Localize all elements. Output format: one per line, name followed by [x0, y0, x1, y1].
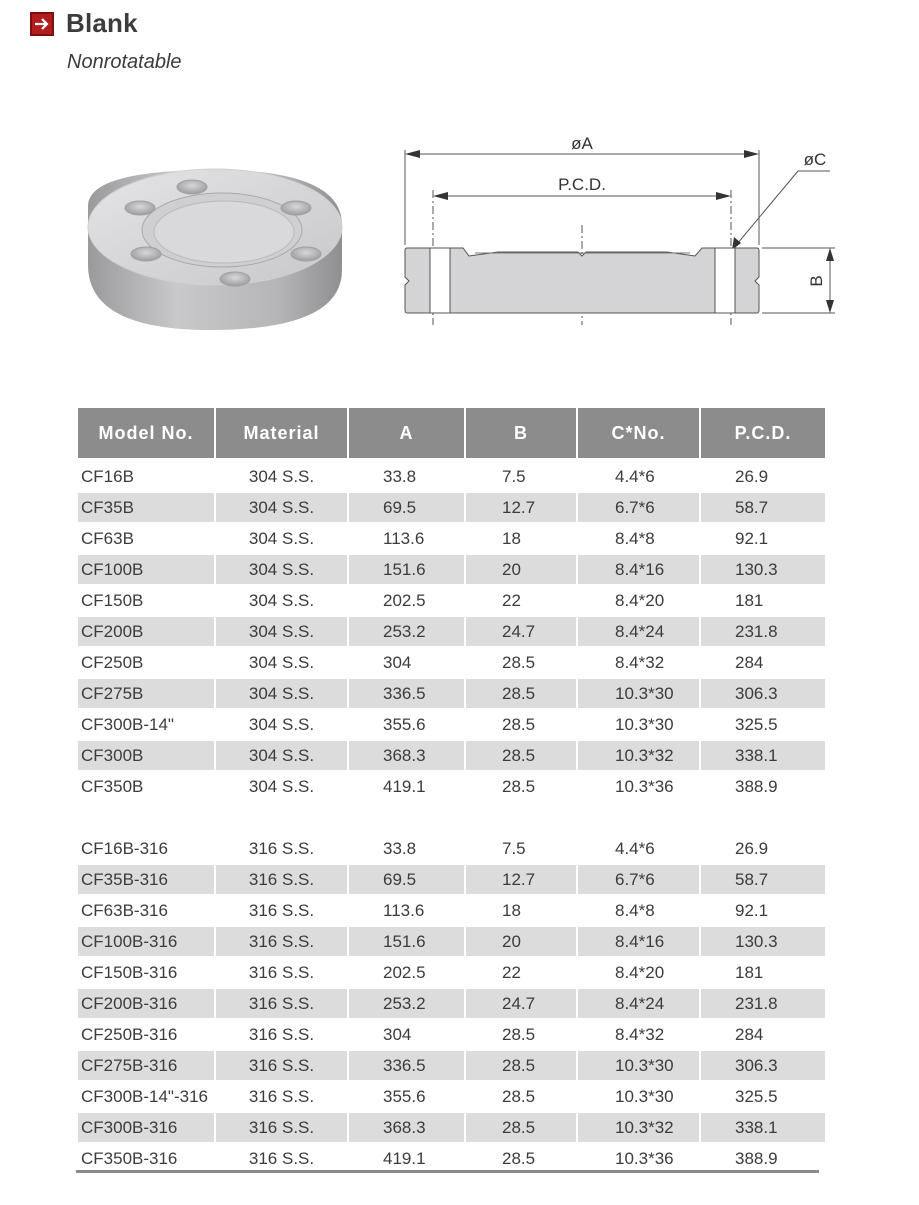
c-no-cell: 10.3*30	[578, 677, 699, 708]
table-bottom-rule	[76, 1170, 819, 1173]
table-row	[78, 1111, 825, 1142]
a-cell: 368.3	[349, 1111, 464, 1142]
model-cell: CF16B-316	[78, 832, 214, 863]
table-row	[78, 925, 825, 956]
model-cell: CF150B	[78, 584, 214, 615]
pcd-cell: 325.5	[701, 708, 825, 739]
diameter-c-label: øC	[803, 150, 827, 169]
pcd-label: P.C.D.	[558, 175, 606, 194]
c-no-cell: 8.4*20	[578, 584, 699, 615]
table-row	[78, 1080, 825, 1111]
pcd-cell: 388.9	[701, 770, 825, 801]
model-cell: CF150B-316	[78, 956, 214, 987]
c-no-cell: 10.3*32	[578, 1111, 699, 1142]
material-cell: 304 S.S.	[216, 553, 347, 584]
b-cell: 18	[466, 894, 576, 925]
c-no-cell: 10.3*30	[578, 1080, 699, 1111]
model-cell: CF350B	[78, 770, 214, 801]
col-header-model: Model No.	[78, 408, 214, 460]
table-row	[78, 832, 825, 863]
c-no-cell: 6.7*6	[578, 863, 699, 894]
page-title: Blank	[66, 8, 138, 38]
model-cell: CF300B-14"	[78, 708, 214, 739]
c-no-cell: 8.4*8	[578, 894, 699, 925]
pcd-cell: 306.3	[701, 677, 825, 708]
a-cell: 336.5	[349, 1049, 464, 1080]
b-cell: 18	[466, 522, 576, 553]
a-cell: 113.6	[349, 522, 464, 553]
c-no-cell: 10.3*36	[578, 1142, 699, 1173]
table-row	[78, 894, 825, 925]
material-cell: 304 S.S.	[216, 491, 347, 522]
b-cell: 7.5	[466, 832, 576, 863]
c-no-cell: 8.4*32	[578, 1018, 699, 1049]
table-row	[78, 1018, 825, 1049]
pcd-cell: 325.5	[701, 1080, 825, 1111]
pcd-cell: 284	[701, 646, 825, 677]
material-cell: 316 S.S.	[216, 1142, 347, 1173]
spacer-cell	[78, 801, 825, 832]
c-no-cell: 8.4*8	[578, 522, 699, 553]
pcd-cell: 284	[701, 1018, 825, 1049]
section-heading	[30, 8, 138, 39]
col-header-c-no: C*No.	[578, 408, 699, 460]
a-cell: 113.6	[349, 894, 464, 925]
model-cell: CF275B	[78, 677, 214, 708]
b-cell: 28.5	[466, 646, 576, 677]
model-cell: CF100B	[78, 553, 214, 584]
model-cell: CF35B	[78, 491, 214, 522]
b-cell: 28.5	[466, 677, 576, 708]
table-row	[78, 491, 825, 522]
c-no-cell: 8.4*24	[578, 987, 699, 1018]
model-cell: CF200B-316	[78, 987, 214, 1018]
material-cell: 304 S.S.	[216, 708, 347, 739]
pcd-cell: 306.3	[701, 1049, 825, 1080]
material-cell: 304 S.S.	[216, 522, 347, 553]
model-cell: CF250B-316	[78, 1018, 214, 1049]
table-row	[78, 677, 825, 708]
a-cell: 419.1	[349, 770, 464, 801]
b-cell: 12.7	[466, 491, 576, 522]
model-cell: CF275B-316	[78, 1049, 214, 1080]
a-cell: 336.5	[349, 677, 464, 708]
table-row	[78, 987, 825, 1018]
pcd-cell: 231.8	[701, 615, 825, 646]
material-cell: 316 S.S.	[216, 1111, 347, 1142]
model-cell: CF63B-316	[78, 894, 214, 925]
model-cell: CF35B-316	[78, 863, 214, 894]
b-cell: 28.5	[466, 770, 576, 801]
dimension-drawing	[390, 125, 860, 330]
b-cell: 24.7	[466, 987, 576, 1018]
a-cell: 355.6	[349, 1080, 464, 1111]
group-spacer	[78, 801, 825, 832]
material-cell: 316 S.S.	[216, 863, 347, 894]
a-cell: 368.3	[349, 739, 464, 770]
c-no-cell: 8.4*24	[578, 615, 699, 646]
pcd-cell: 92.1	[701, 894, 825, 925]
pcd-cell: 58.7	[701, 491, 825, 522]
table-row	[78, 770, 825, 801]
material-cell: 304 S.S.	[216, 646, 347, 677]
a-cell: 355.6	[349, 708, 464, 739]
a-cell: 151.6	[349, 925, 464, 956]
table-row	[78, 708, 825, 739]
pcd-cell: 181	[701, 584, 825, 615]
b-cell: 12.7	[466, 863, 576, 894]
material-cell: 316 S.S.	[216, 925, 347, 956]
material-cell: 316 S.S.	[216, 1080, 347, 1111]
c-no-cell: 8.4*16	[578, 925, 699, 956]
pcd-cell: 338.1	[701, 739, 825, 770]
pcd-cell: 26.9	[701, 460, 825, 491]
pcd-cell: 26.9	[701, 832, 825, 863]
material-cell: 316 S.S.	[216, 956, 347, 987]
material-cell: 304 S.S.	[216, 460, 347, 491]
table-row	[78, 615, 825, 646]
a-cell: 69.5	[349, 491, 464, 522]
c-no-cell: 8.4*16	[578, 553, 699, 584]
a-cell: 33.8	[349, 460, 464, 491]
c-no-cell: 4.4*6	[578, 832, 699, 863]
model-cell: CF100B-316	[78, 925, 214, 956]
model-cell: CF300B-14"-316	[78, 1080, 214, 1111]
material-cell: 316 S.S.	[216, 832, 347, 863]
material-cell: 304 S.S.	[216, 615, 347, 646]
a-cell: 419.1	[349, 1142, 464, 1173]
a-cell: 253.2	[349, 615, 464, 646]
material-cell: 316 S.S.	[216, 1018, 347, 1049]
table-row	[78, 646, 825, 677]
diameter-a-label: øA	[571, 134, 593, 153]
b-cell: 28.5	[466, 1111, 576, 1142]
page-subtitle: Nonrotatable	[67, 51, 182, 73]
b-cell: 24.7	[466, 615, 576, 646]
c-no-cell: 8.4*20	[578, 956, 699, 987]
pcd-cell: 92.1	[701, 522, 825, 553]
thickness-b-label: B	[807, 275, 826, 287]
model-cell: CF250B	[78, 646, 214, 677]
b-cell: 20	[466, 925, 576, 956]
c-no-cell: 6.7*6	[578, 491, 699, 522]
material-cell: 304 S.S.	[216, 770, 347, 801]
arrow-right-box-icon	[30, 12, 54, 36]
c-no-cell: 10.3*36	[578, 770, 699, 801]
pcd-cell: 388.9	[701, 1142, 825, 1173]
b-cell: 22	[466, 584, 576, 615]
b-cell: 28.5	[466, 1080, 576, 1111]
material-cell: 316 S.S.	[216, 894, 347, 925]
c-no-cell: 10.3*30	[578, 1049, 699, 1080]
col-header-a: A	[349, 408, 464, 460]
material-cell: 304 S.S.	[216, 584, 347, 615]
a-cell: 202.5	[349, 956, 464, 987]
table-row	[78, 739, 825, 770]
table-row	[78, 522, 825, 553]
material-cell: 304 S.S.	[216, 677, 347, 708]
pcd-cell: 181	[701, 956, 825, 987]
b-cell: 28.5	[466, 1142, 576, 1173]
pcd-cell: 58.7	[701, 863, 825, 894]
b-cell: 28.5	[466, 708, 576, 739]
b-cell: 7.5	[466, 460, 576, 491]
c-no-cell: 10.3*32	[578, 739, 699, 770]
table-header-row	[78, 408, 825, 460]
pcd-cell: 231.8	[701, 987, 825, 1018]
model-cell: CF200B	[78, 615, 214, 646]
material-cell: 316 S.S.	[216, 1049, 347, 1080]
c-no-cell: 10.3*30	[578, 708, 699, 739]
a-cell: 202.5	[349, 584, 464, 615]
pcd-cell: 338.1	[701, 1111, 825, 1142]
a-cell: 253.2	[349, 987, 464, 1018]
table-row	[78, 1142, 825, 1173]
b-cell: 28.5	[466, 1049, 576, 1080]
table-row	[78, 863, 825, 894]
table-row	[78, 460, 825, 491]
c-no-cell: 4.4*6	[578, 460, 699, 491]
table-row	[78, 1049, 825, 1080]
pcd-cell: 130.3	[701, 925, 825, 956]
a-cell: 69.5	[349, 863, 464, 894]
b-cell: 28.5	[466, 1018, 576, 1049]
a-cell: 304	[349, 646, 464, 677]
b-cell: 28.5	[466, 739, 576, 770]
flange-3d-illustration	[80, 165, 350, 345]
b-cell: 22	[466, 956, 576, 987]
pcd-cell: 130.3	[701, 553, 825, 584]
model-cell: CF300B-316	[78, 1111, 214, 1142]
c-no-cell: 8.4*32	[578, 646, 699, 677]
col-header-material: Material	[216, 408, 347, 460]
material-cell: 316 S.S.	[216, 987, 347, 1018]
table-row	[78, 584, 825, 615]
b-cell: 20	[466, 553, 576, 584]
model-cell: CF63B	[78, 522, 214, 553]
a-cell: 33.8	[349, 832, 464, 863]
model-cell: CF16B	[78, 460, 214, 491]
model-cell: CF350B-316	[78, 1142, 214, 1173]
a-cell: 151.6	[349, 553, 464, 584]
table-row	[78, 956, 825, 987]
model-cell: CF300B	[78, 739, 214, 770]
col-header-b: B	[466, 408, 576, 460]
table-row	[78, 553, 825, 584]
material-cell: 304 S.S.	[216, 739, 347, 770]
col-header-pcd: P.C.D.	[701, 408, 825, 460]
spec-table	[76, 408, 827, 1173]
a-cell: 304	[349, 1018, 464, 1049]
